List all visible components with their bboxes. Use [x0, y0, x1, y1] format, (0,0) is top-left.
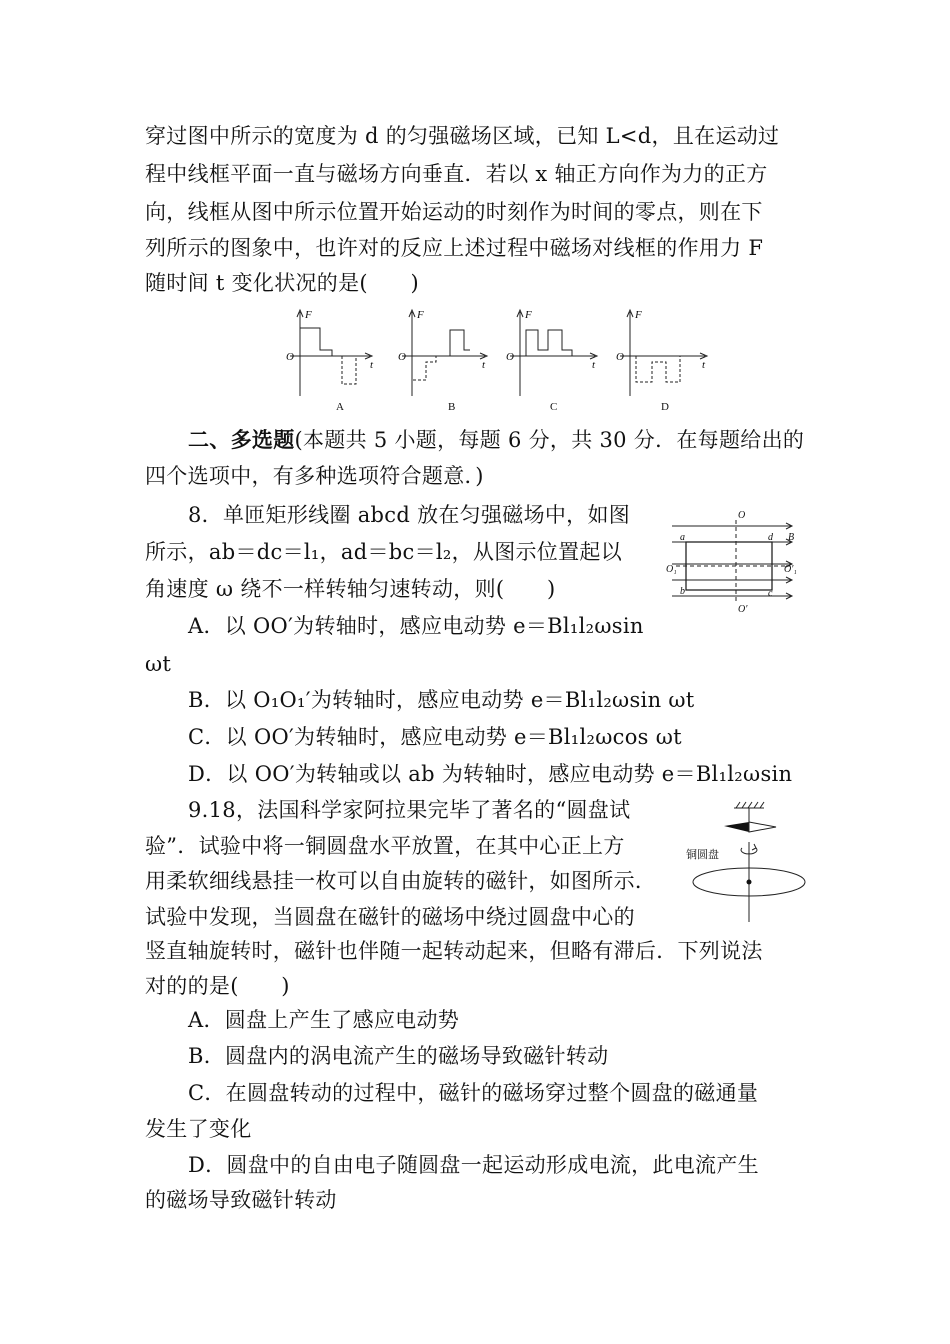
coil-fig-c: c [768, 588, 773, 599]
graph-d-origin: O [616, 351, 624, 363]
q8-stem-line-1: 8．单匝矩形线圈 abcd 放在匀强磁场中，如图 [188, 503, 631, 527]
q7-text-line-3: 向，线框从图中所示位置开始运动的时刻作为时间的零点，则在下 [145, 200, 763, 224]
q9-option-b: B．圆盘内的涡电流产生的磁场导致磁针转动 [188, 1044, 609, 1068]
graph-c-f-label: F [525, 309, 532, 321]
coil-fig-o-prime: O′ [738, 604, 748, 615]
q7-text-line-5: 随时间 t 变化状况的是( ) [145, 271, 419, 295]
q7-text-line-4: 列所示的图象中，也许对的反应上述过程中磁场对线框的作用力 F [145, 236, 764, 260]
copper-disk-figure [684, 800, 814, 925]
q9-option-a: A．圆盘上产生了感应电动势 [188, 1008, 460, 1032]
graph-b-f-label: F [417, 309, 424, 321]
q8-option-c: C．以 OO′为转轴时，感应电动势 e＝Bl₁l₂ωcos ωt [188, 725, 682, 749]
q9-option-c-line-2: 发生了变化 [145, 1117, 252, 1141]
section-title: 二、多选题 [188, 427, 295, 452]
q9-option-c-line-1: C．在圆盘转动的过程中，磁针的磁场穿过整个圆盘的磁通量 [188, 1081, 759, 1105]
section-description-line-2: 四个选项中，有多种选项符合题意．) [145, 464, 484, 488]
graph-c-origin: O [506, 351, 514, 363]
coil-fig-d: d [768, 532, 773, 543]
coil-figure [664, 506, 804, 616]
coil-fig-o1-prime: O′₁ [784, 564, 797, 575]
q9-option-d-line-2: 的磁场导致磁针转动 [145, 1188, 337, 1212]
graph-d-t-label: t [702, 359, 706, 371]
q9-stem-line-2: 验”．试验中将一铜圆盘水平放置，在其中心正上方 [145, 834, 625, 858]
q8-option-a-line-1: A．以 OO′为转轴时，感应电动势 e＝Bl₁l₂ωsin [188, 614, 644, 638]
q9-stem-line-5: 竖直轴旋转时，磁针也伴随一起转动起来，但略有滞后．下列说法 [145, 939, 763, 963]
q9-option-d-line-1: D．圆盘中的自由电子随圆盘一起运动形成电流，此电流产生 [188, 1153, 759, 1177]
coil-fig-o1: O₁ [666, 564, 677, 575]
coil-fig-b: b [680, 586, 685, 597]
copper-disk-label: 铜圆盘 [686, 849, 719, 861]
q8-option-a-line-2: ωt [145, 652, 172, 676]
q8-option-b: B．以 O₁O₁′为转轴时，感应电动势 e＝Bl₁l₂ωsin ωt [188, 688, 695, 712]
graph-a-t-label: t [370, 359, 374, 371]
q7-text-line-2: 程中线框平面一直与磁场方向垂直．若以 x 轴正方向作为力的正方 [145, 162, 768, 186]
q9-stem-line-1: 9.18，法国科学家阿拉果完毕了著名的“圆盘试 [188, 798, 631, 822]
graph-b-origin: O [398, 351, 406, 363]
graph-d-caption: D [661, 401, 669, 413]
q8-stem-line-2: 所示，ab＝dc＝l₁，ad＝bc＝l₂，从图示位置起以 [145, 540, 623, 564]
graph-c-t-label: t [592, 359, 596, 371]
coil-fig-a: a [680, 532, 685, 543]
q9-stem-line-3: 用柔软细线悬挂一枚可以自由旋转的磁针，如图所示． [145, 869, 657, 893]
q7-text-line-1: 穿过图中所示的宽度为 d 的匀强磁场区域，已知 L<d，且在运动过 [145, 124, 780, 148]
graph-a-f-label: F [305, 309, 312, 321]
coil-fig-b-field: B [788, 532, 795, 543]
section-description: (本题共 5 小题，每题 6 分，共 30 分．在每题给出的 [294, 428, 805, 452]
section-heading-line [188, 428, 804, 452]
q8-stem-line-3: 角速度 ω 绕不一样转轴匀速转动，则( ) [145, 577, 556, 601]
q9-stem-line-4: 试验中发现，当圆盘在磁针的磁场中绕过圆盘中心的 [145, 905, 635, 929]
force-time-graphs-figure [280, 306, 720, 416]
coil-fig-o: O [738, 510, 746, 521]
graph-b-caption: B [448, 401, 456, 413]
q8-option-d: D．以 OO′为转轴或以 ab 为转轴时，感应电动势 e＝Bl₁l₂ωsin [188, 762, 793, 786]
graph-a-caption: A [336, 401, 344, 413]
graph-a-origin: O [286, 351, 294, 363]
graph-d-f-label: F [635, 309, 642, 321]
q9-stem-line-6: 对的的是( ) [145, 974, 290, 998]
graph-c-caption: C [550, 401, 558, 413]
graph-b-t-label: t [482, 359, 486, 371]
